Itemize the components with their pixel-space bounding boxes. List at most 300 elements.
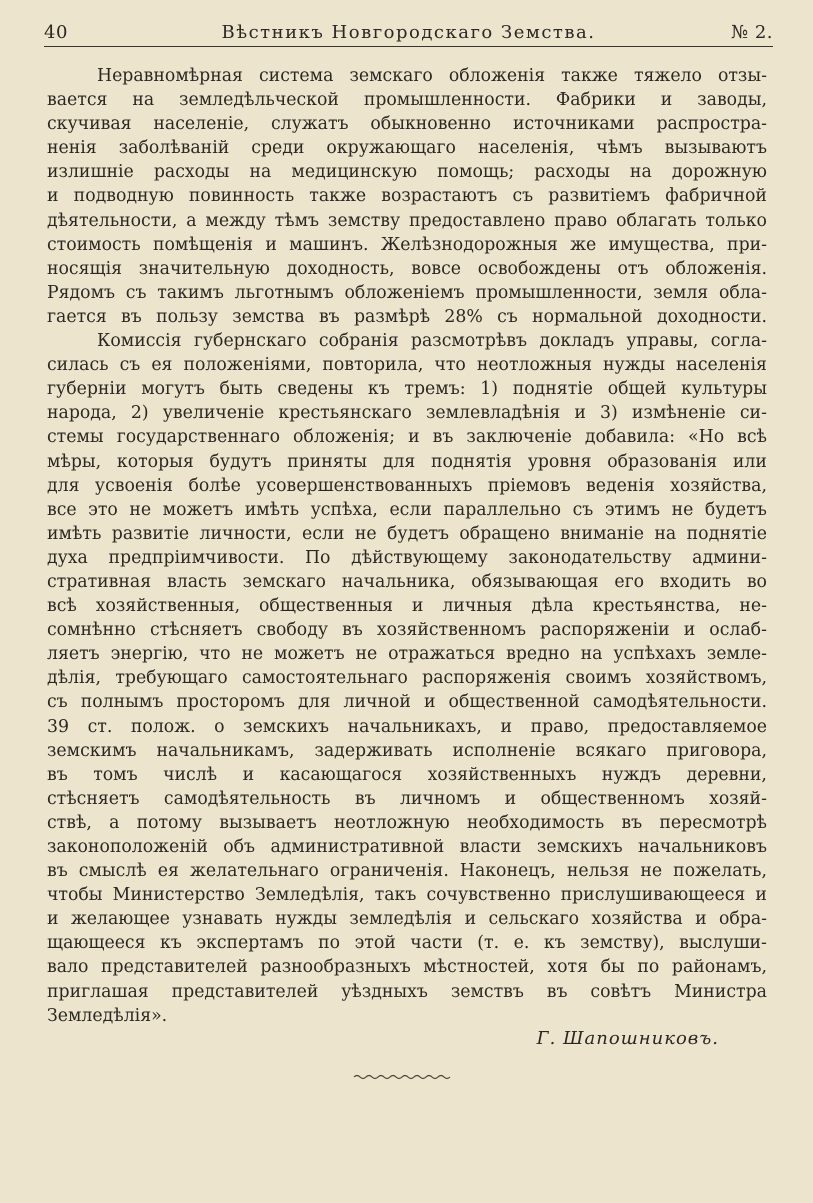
word: въ — [354, 788, 376, 809]
word: параллельно — [443, 499, 562, 520]
word: административной — [270, 837, 445, 857]
word: машинъ. — [289, 234, 369, 255]
word: не — [241, 644, 264, 665]
word: неотложную — [333, 812, 450, 833]
word: фабричной — [665, 186, 767, 207]
word: ствѣ, — [47, 812, 92, 833]
word: можетъ — [162, 499, 234, 520]
word: поднятіе — [686, 523, 767, 544]
word: промышленности, — [475, 282, 643, 303]
word: государственнаго — [116, 427, 280, 448]
word: этимъ — [604, 499, 661, 520]
word: 1) — [480, 379, 498, 400]
word: помѣщенія — [152, 234, 253, 255]
text-line — [47, 955, 767, 979]
text-line — [47, 715, 767, 739]
word: не — [640, 861, 663, 882]
word: своимъ — [565, 668, 632, 689]
word: стѣсняетъ — [47, 788, 140, 809]
text-line — [47, 739, 767, 763]
word: обыкновенно — [370, 114, 492, 135]
text-line — [47, 474, 767, 498]
word: и — [695, 909, 707, 930]
word: подводную — [73, 186, 174, 207]
word: части — [410, 933, 463, 954]
word: хозяйственномъ — [376, 620, 526, 641]
word: свободу — [256, 620, 329, 641]
word: хозяй- — [709, 788, 767, 809]
word: обязывающая — [471, 571, 599, 592]
word: приглашая — [47, 981, 149, 1002]
word: на — [629, 162, 652, 183]
word: стративная — [47, 571, 152, 592]
word: личности, — [199, 523, 292, 544]
word: земства — [232, 306, 305, 327]
word: отражаться — [388, 644, 496, 665]
word: же — [570, 234, 597, 255]
word: также — [561, 66, 618, 86]
word: вовсе — [411, 258, 461, 279]
word: при- — [727, 234, 767, 255]
text-line — [47, 329, 767, 353]
word: хотя — [547, 957, 589, 978]
word: дѣятельности, — [47, 210, 178, 231]
word: повинность — [188, 186, 295, 207]
word: къ — [543, 933, 566, 954]
word: размѣрѣ — [353, 306, 431, 327]
page-number: 40 — [44, 22, 68, 43]
text-line — [47, 450, 767, 474]
word: система — [259, 66, 334, 86]
word: вредно — [506, 644, 570, 665]
word: что — [199, 644, 231, 665]
word: желающее — [70, 909, 170, 930]
word: нужды — [275, 909, 338, 930]
text-line — [47, 425, 767, 449]
word: си- — [739, 403, 767, 424]
text-line — [47, 257, 767, 281]
word: не — [354, 523, 377, 544]
word: сочувственно — [426, 885, 551, 906]
word: для — [297, 692, 331, 713]
word: а — [186, 210, 197, 231]
word: узнавать — [182, 909, 263, 930]
word: также — [309, 186, 367, 207]
word: не — [671, 499, 694, 520]
word: освобождены — [477, 258, 601, 279]
word: это — [88, 499, 118, 520]
word: во — [746, 571, 767, 592]
word: отъ — [617, 258, 649, 279]
word: нужды — [603, 355, 665, 376]
word: земля — [653, 282, 709, 303]
word: согла- — [710, 331, 767, 352]
header-rule — [44, 46, 773, 47]
word: хозяйственныя, — [95, 596, 241, 617]
word: поднятіе — [512, 379, 594, 400]
word: значительную — [138, 258, 270, 279]
word: распоряженіи — [540, 620, 670, 641]
word: въ — [47, 861, 68, 882]
word: увеличеніе — [162, 403, 265, 424]
word: мѣры, — [47, 451, 102, 472]
word: земскаго — [242, 571, 326, 592]
word: къ — [160, 933, 182, 954]
word: расходы — [534, 162, 610, 183]
word: сведены — [277, 379, 354, 400]
word: если — [389, 499, 432, 520]
running-header — [44, 22, 773, 48]
word: Комиссія — [97, 331, 182, 352]
word: дѣлія, — [47, 668, 101, 689]
word: и — [411, 596, 424, 617]
issue-number: № 2. — [731, 22, 773, 43]
word: и — [408, 427, 420, 448]
word: потому — [136, 812, 203, 833]
word: обложенія — [448, 66, 546, 86]
word: земскихъ — [243, 716, 329, 737]
word: будетъ — [704, 499, 767, 520]
word: начальникахъ, — [347, 716, 482, 737]
word: земледѣлія — [349, 909, 453, 930]
word: томъ — [93, 764, 138, 785]
word: если — [302, 523, 345, 544]
word: общественныя — [259, 596, 394, 617]
text-line — [47, 522, 767, 546]
word: пересмотрѣ — [659, 812, 767, 833]
word: право — [554, 210, 608, 231]
word: прислушивающееся — [560, 885, 746, 906]
word: измѣненіе — [631, 403, 726, 424]
journal-title: Вѣстникъ Новгородскаго Земства. — [221, 22, 596, 43]
word: пріемовъ — [487, 475, 571, 496]
word: въ — [342, 620, 363, 641]
word: админи- — [692, 547, 767, 568]
word: такимъ — [157, 282, 224, 303]
word: доходности. — [656, 306, 767, 327]
word: заболѣваній — [118, 138, 230, 159]
word: промышленности. — [363, 90, 531, 111]
word: вниманіе — [560, 523, 644, 544]
word: земледѣльческой — [179, 90, 339, 111]
text-line — [47, 594, 767, 618]
text-line — [47, 112, 767, 136]
word: и — [660, 90, 673, 111]
word: по — [318, 933, 341, 954]
word: съ — [125, 282, 147, 303]
word: всякаго — [575, 740, 647, 761]
word: все — [47, 499, 77, 520]
word: ея — [151, 355, 173, 376]
word: дорожную — [671, 162, 767, 183]
word: служатъ — [270, 114, 349, 135]
word: льготнымъ — [234, 282, 334, 303]
word: духа — [47, 547, 88, 568]
word: Земледѣлія, — [254, 885, 365, 906]
word: ст. — [87, 716, 113, 737]
text-line — [47, 787, 767, 811]
word: не- — [739, 596, 767, 617]
word: и — [755, 885, 767, 906]
word: самодѣятельность — [163, 788, 331, 809]
word: ограниченія. — [329, 861, 449, 882]
text-line — [47, 377, 767, 401]
word: имѣть — [244, 499, 300, 520]
word: окружающаго — [326, 138, 456, 159]
word: имѣть — [47, 523, 102, 544]
word: тѣмъ — [274, 210, 320, 231]
word: тремъ: — [404, 379, 466, 400]
word: предоставлено — [409, 210, 546, 231]
word: чтобы — [47, 885, 103, 906]
word: или — [732, 451, 767, 472]
word: успѣха, — [310, 499, 378, 520]
word: Желѣзнодорожныя — [380, 234, 558, 255]
word: 2) — [130, 403, 149, 424]
word: дѣла — [531, 596, 574, 617]
word: стоимость — [47, 234, 141, 255]
word: скучивая — [47, 114, 132, 135]
word: возрастаютъ — [381, 186, 498, 207]
word: разнообразныхъ — [260, 957, 411, 978]
word: среди — [251, 138, 305, 159]
word: къ — [367, 379, 390, 400]
word: земле- — [706, 644, 767, 665]
word: развитіе — [111, 523, 190, 544]
word: въ — [546, 981, 568, 1002]
word: исполненіе — [452, 740, 556, 761]
word: требующаго — [115, 668, 228, 689]
text-line — [47, 281, 767, 305]
word: право, — [530, 716, 590, 737]
word: нельзя — [566, 861, 630, 882]
word: и — [265, 234, 277, 255]
word: всѣ — [47, 596, 77, 617]
word: поднятія — [430, 451, 512, 472]
word: касающагося — [279, 764, 403, 785]
word: обра- — [718, 909, 767, 930]
word: усвоенія — [94, 475, 174, 496]
word: собранія — [318, 331, 399, 352]
text-line — [47, 353, 767, 377]
word: обложеніемъ — [344, 282, 465, 303]
text-line — [47, 763, 767, 787]
text-line — [47, 160, 767, 184]
word: ненія — [47, 138, 97, 159]
article-body — [47, 64, 767, 1028]
word: не — [129, 499, 152, 520]
text-line — [47, 642, 767, 666]
word: сельскаго — [488, 909, 580, 930]
word: уровня — [527, 451, 592, 472]
word: самостоятельнаго — [241, 668, 408, 689]
word: можетъ — [274, 644, 345, 665]
word: гается — [47, 306, 107, 327]
word: нормальной — [532, 306, 643, 327]
word: образованія — [607, 451, 718, 472]
word: Министерство — [112, 885, 245, 906]
text-line — [47, 666, 767, 690]
text-line — [47, 835, 767, 859]
word: земству — [327, 210, 401, 231]
word: съ — [47, 692, 68, 713]
word: будутъ — [209, 451, 272, 472]
text-line — [47, 883, 767, 907]
word: веденія — [586, 475, 655, 496]
word: болѣе — [188, 475, 241, 496]
text-line — [47, 618, 767, 642]
word: земскимъ — [47, 740, 137, 761]
word: хозяйства, — [670, 475, 767, 496]
word: носящія — [47, 258, 122, 279]
word: крестьянства, — [592, 596, 721, 617]
word: на — [654, 523, 677, 544]
word: положеніями, — [183, 355, 312, 376]
word: и — [242, 764, 255, 785]
word: личномъ — [399, 788, 481, 809]
word: и — [500, 716, 512, 737]
word: въ — [432, 427, 454, 448]
word: по — [637, 957, 660, 978]
word: законодательству — [508, 547, 672, 568]
text-line — [47, 907, 767, 931]
word: хозяйства — [591, 909, 683, 930]
text-line — [47, 64, 767, 88]
word: земскаго — [349, 66, 433, 86]
word: деревни, — [686, 764, 767, 785]
word: районамъ, — [671, 957, 767, 978]
word: нуждъ — [601, 764, 662, 785]
word: облагать — [616, 210, 697, 231]
word: смыслѣ — [78, 861, 147, 882]
word: доходность, — [286, 258, 395, 279]
word: распростра- — [656, 114, 767, 135]
word: и — [574, 403, 586, 424]
word: народа, — [47, 403, 117, 424]
word: начальника, — [341, 571, 456, 592]
word: начальникамъ, — [156, 740, 295, 761]
word: вызываетъ — [219, 812, 317, 833]
word: для — [47, 475, 80, 496]
word: (т. — [477, 933, 500, 954]
word: представителей — [171, 981, 319, 1002]
word: 3) — [600, 403, 618, 424]
word: общественной — [448, 692, 580, 713]
text-line — [47, 184, 767, 208]
word: Рядомъ — [47, 282, 116, 303]
word: ляетъ — [47, 644, 100, 665]
word: съ — [512, 186, 534, 207]
word: всѣ — [737, 427, 767, 448]
word: уѣздныхъ — [341, 981, 428, 1002]
word: задерживать — [314, 740, 433, 761]
word: стемы — [47, 427, 104, 448]
text-line — [47, 136, 767, 160]
word: представителей — [101, 957, 248, 978]
word: полож. — [130, 716, 196, 737]
word: излишніе — [47, 162, 134, 183]
word: входить — [659, 571, 731, 592]
word: обла- — [718, 282, 767, 303]
word: сомнѣнно — [47, 620, 136, 641]
word: просторомъ — [176, 692, 285, 713]
word: земству), — [580, 933, 665, 954]
word: Министра — [674, 981, 767, 1002]
text-line — [47, 401, 767, 425]
word: общей — [607, 379, 667, 400]
word: губерніи — [47, 379, 127, 400]
word: власти — [459, 837, 522, 857]
word: По — [304, 547, 331, 568]
word: отзы- — [717, 66, 767, 86]
word: законоположеній — [47, 837, 208, 857]
word: съ — [572, 499, 594, 520]
word: быть — [219, 379, 263, 400]
word: о — [214, 716, 225, 737]
word: Наконецъ, — [459, 861, 556, 882]
text-line — [47, 1004, 767, 1028]
word: Земледѣлія». — [47, 1005, 168, 1026]
word: на — [249, 162, 272, 183]
word: и — [683, 620, 696, 641]
word: силась — [47, 355, 109, 376]
word: е. — [513, 933, 530, 954]
end-ornament — [352, 1071, 452, 1083]
word: въ — [621, 812, 643, 833]
word: вается — [47, 90, 108, 111]
word: населенія, — [477, 138, 575, 159]
word: щающееся — [47, 933, 146, 954]
word: заводы, — [697, 90, 767, 111]
word: объ — [223, 837, 256, 857]
word: обложенія. — [665, 258, 767, 279]
word: совѣтъ — [590, 981, 652, 1002]
text-line — [47, 859, 767, 883]
word: крестьянскаго — [278, 403, 412, 424]
word: и — [47, 186, 59, 207]
word: въ — [47, 764, 68, 785]
word: источниками — [512, 114, 635, 135]
word: мѣстностей, — [423, 957, 535, 978]
word: медицинскую — [291, 162, 418, 183]
word: общественномъ — [540, 788, 685, 809]
word: управы, — [626, 331, 699, 352]
word: имущества, — [608, 234, 715, 255]
word: предоставляемое — [607, 716, 767, 737]
word: добавила: — [584, 427, 676, 448]
word: въ — [318, 306, 340, 327]
text-line — [47, 305, 767, 329]
word: и — [423, 692, 436, 713]
word: начальниковъ — [638, 837, 767, 857]
word: 39 — [47, 716, 69, 737]
word: «Но — [688, 427, 725, 448]
text-line — [47, 570, 767, 594]
word: успѣхахъ — [613, 644, 696, 665]
word: экспертамъ — [196, 933, 304, 954]
word: обложенія; — [293, 427, 396, 448]
word: земствъ — [450, 981, 524, 1002]
word: въ — [121, 306, 142, 327]
author-signature: Г. Шапошниковъ. — [536, 1028, 719, 1049]
word: власть — [167, 571, 227, 592]
word: докладъ — [539, 331, 615, 352]
word: самодѣятельности. — [592, 692, 767, 713]
word: для — [382, 451, 416, 472]
word: населенія — [676, 355, 767, 376]
word: стѣсняетъ — [149, 620, 243, 641]
word: его — [614, 571, 645, 592]
